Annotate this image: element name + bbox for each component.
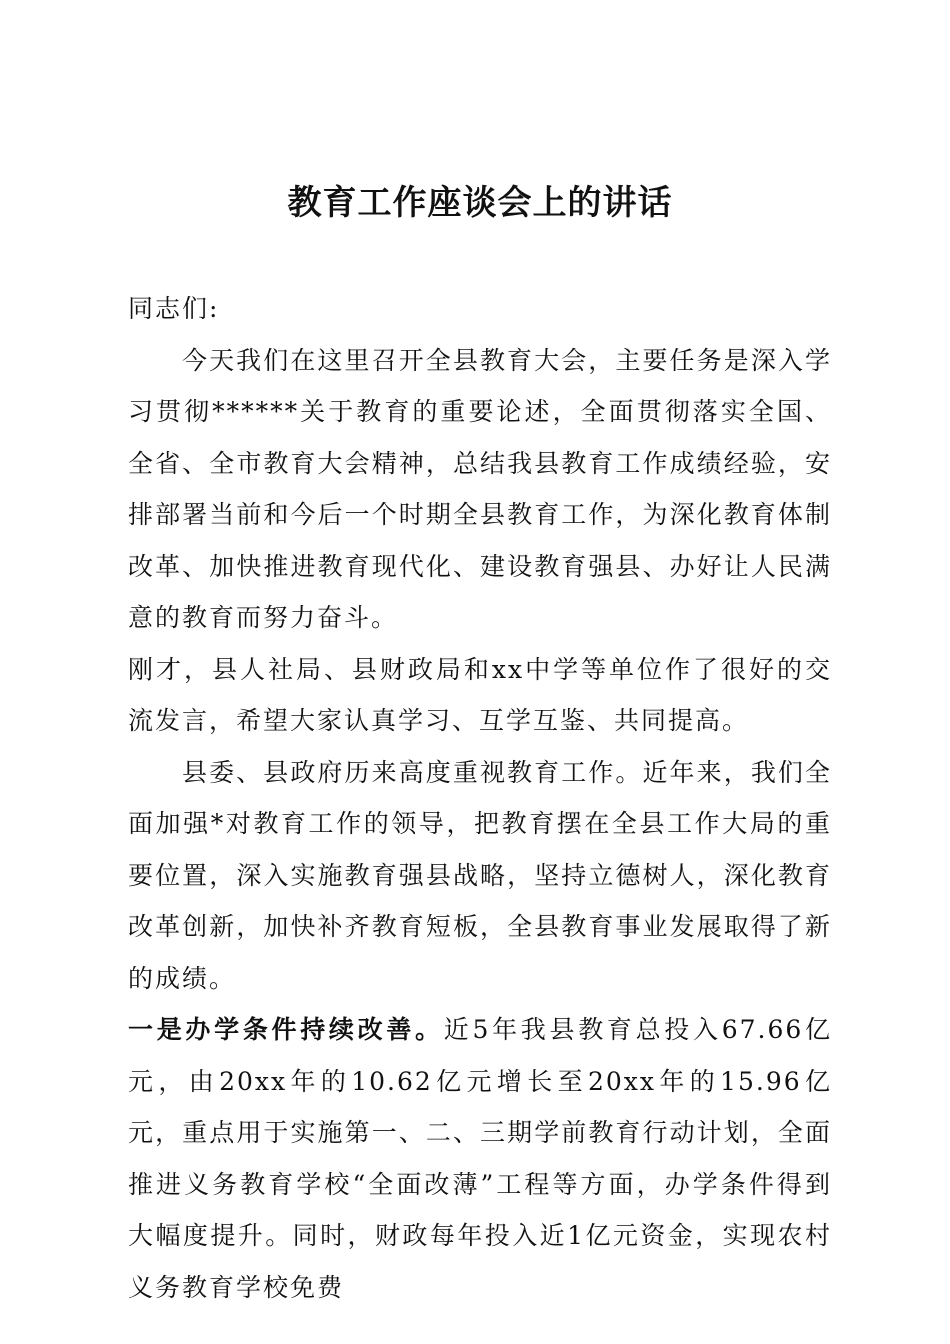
document-body [128,283,832,1313]
salutation: 同志们: [128,294,220,323]
paragraph-conditions-text: 近5年我县教育总投入67.66亿元，由20xx年的10.62亿元增长至20xx年的15.96亿元，重点用于实施第一、二、三期学前教育行动计划，全面推进义务教育学校“全面改薄”工程等方面，办学条件得到大幅度提升。同时，财政每年投入近1亿元资金，实现农村义务教育学校免费 [128,1015,832,1302]
paragraph-achievements: 县委、县政府历来高度重视教育工作。近年来，我们全面加强*对教育工作的领导，把教育摆在全县工作大局的重要位置，深入实施教育强县战略，坚持立德树人，深化教育改革创新，加快补齐教育短板，全县教育事业发展取得了新的成绩。 [128,757,832,993]
paragraph-conditions [128,1004,832,1313]
paragraph-speeches: 刚才，县人社局、县财政局和xx中学等单位作了很好的交流发言，希望大家认真学习、互学互鉴、共同提高。 [128,654,832,735]
paragraph-lead: 一是办学条件持续改善。 [128,1015,444,1044]
document-title: 教育工作座谈会上的讲话 [287,183,673,223]
paragraph-intro: 今天我们在这里召开全县教育大会，主要任务是深入学习贯彻******关于教育的重要论述，全面贯彻落实全国、全省、全市教育大会精神，总结我县教育工作成绩经验，安排部署当前和今后一个时期全县教育工作，为深化教育体制改革、加快推进教育现代化、建设教育强县、办好让人民满意的教育而努力奋斗。 [128,345,832,632]
